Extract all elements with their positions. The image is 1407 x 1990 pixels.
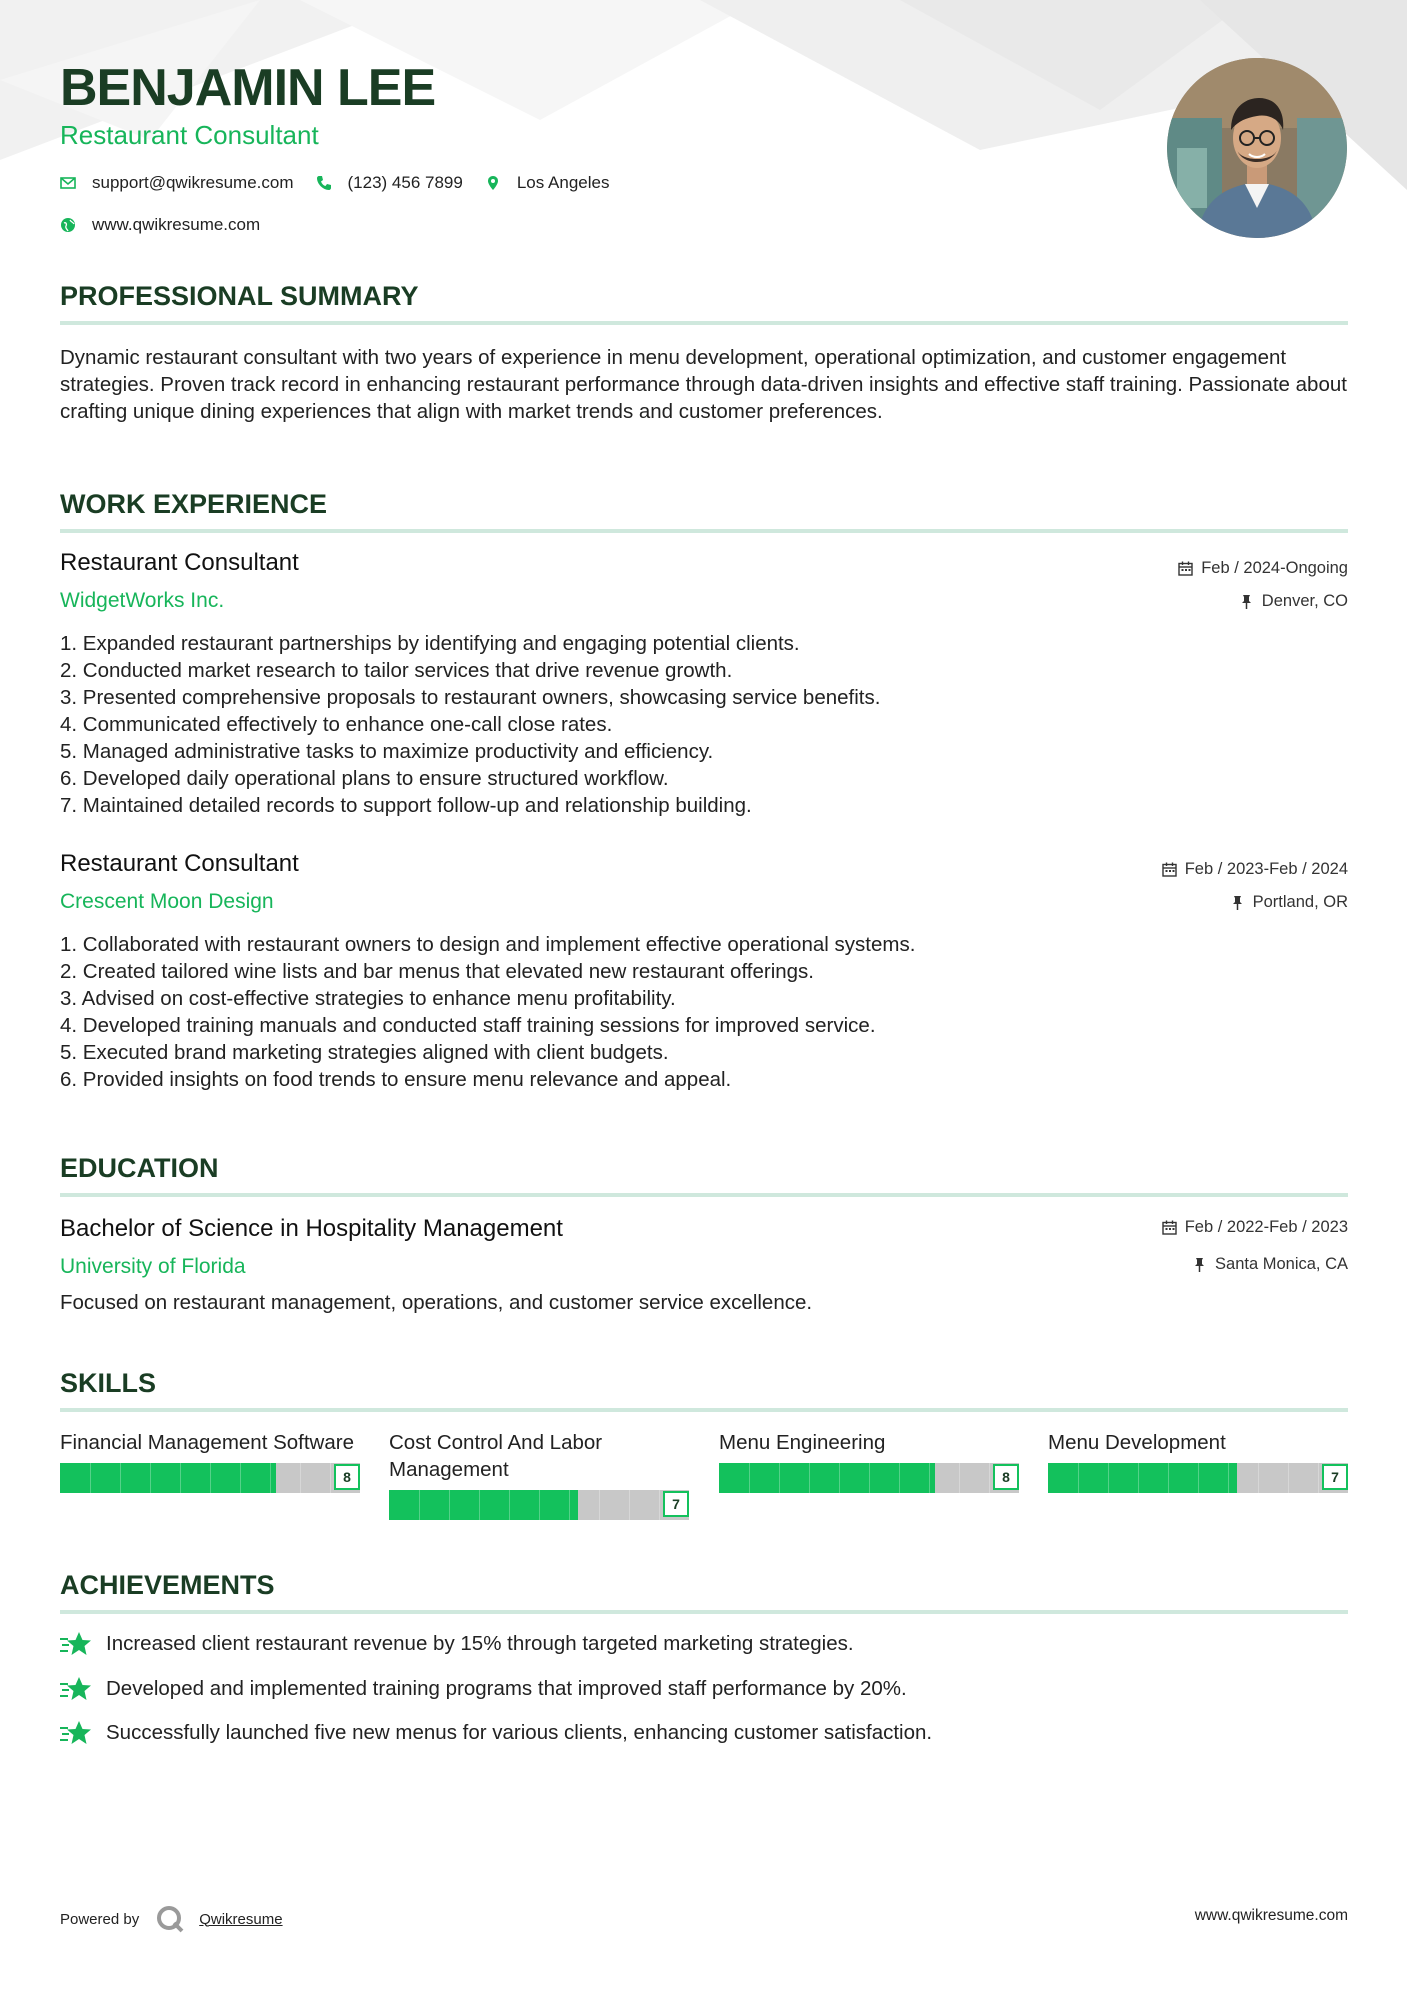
skill-bar-segment bbox=[539, 1490, 540, 1520]
skill-fill bbox=[1048, 1463, 1237, 1493]
contact-email[interactable]: support@qwikresume.com bbox=[92, 173, 294, 192]
skill-name: Cost Control And Labor Management bbox=[389, 1431, 603, 1481]
skill-score: 7 bbox=[1322, 1464, 1348, 1490]
envelope-icon bbox=[60, 175, 76, 191]
powered-by-label: Powered by bbox=[60, 1910, 140, 1928]
achievements-divider bbox=[60, 1610, 1348, 1614]
skills-divider bbox=[60, 1408, 1348, 1412]
experience-divider bbox=[60, 529, 1348, 533]
list-item: 3. Presented comprehensive proposals to restaurant owners, showcasing service benefits. bbox=[60, 686, 881, 709]
skill-bar-segment bbox=[1108, 1463, 1109, 1493]
list-item: 3. Advised on cost-effective strategies to enhance menu profitability. bbox=[60, 987, 676, 1010]
list-item: 6. Developed daily operational plans to ensure structured workflow. bbox=[60, 767, 669, 790]
skill-bar-segment bbox=[1168, 1463, 1169, 1493]
education-degree: Bachelor of Science in Hospitality Management bbox=[60, 1215, 563, 1242]
list-item: 1. Expanded restaurant partnerships by identifying and engaging potential clients. bbox=[60, 632, 800, 655]
skill-bar-segment bbox=[150, 1463, 151, 1493]
skill-bar-segment bbox=[270, 1463, 271, 1493]
calendar-icon bbox=[1162, 862, 1177, 877]
achievement-text: Successfully launched five new menus for various clients, enhancing customer satisfaction. bbox=[106, 1721, 933, 1744]
summary-divider bbox=[60, 321, 1348, 325]
footer-powered-by bbox=[60, 1904, 283, 1934]
skill-name: Financial Management Software bbox=[60, 1431, 354, 1454]
skill-bar-segment bbox=[449, 1490, 450, 1520]
skill-item bbox=[389, 1429, 689, 1520]
skill-bar-segment bbox=[839, 1463, 840, 1493]
job-company: Crescent Moon Design bbox=[60, 890, 274, 913]
skill-bar bbox=[389, 1490, 689, 1520]
skill-bar-segment bbox=[509, 1490, 510, 1520]
list-item: 1. Collaborated with restaurant owners to design and implement effective operational systems. bbox=[60, 933, 916, 956]
job-location bbox=[1239, 592, 1348, 611]
skill-bar-segment bbox=[300, 1463, 301, 1493]
job-location-text: Portland, OR bbox=[1252, 893, 1348, 911]
profile-photo bbox=[1167, 58, 1347, 238]
star-achievement-icon bbox=[60, 1675, 92, 1703]
skill-bar-segment bbox=[419, 1490, 420, 1520]
skill-bar-segment bbox=[1138, 1463, 1139, 1493]
pushpin-icon bbox=[1239, 594, 1254, 609]
skill-score: 7 bbox=[663, 1491, 689, 1517]
qwikresume-logo-icon bbox=[155, 1904, 185, 1934]
skill-name: Menu Engineering bbox=[719, 1431, 886, 1454]
skill-bar-segment bbox=[90, 1463, 91, 1493]
website-row bbox=[60, 215, 282, 235]
job-location bbox=[1230, 893, 1348, 912]
skill-bar-segment bbox=[989, 1463, 990, 1493]
skill-bar-segment bbox=[599, 1490, 600, 1520]
achievement-item bbox=[60, 1630, 854, 1658]
skill-item bbox=[1048, 1429, 1348, 1493]
list-item: 4. Communicated effectively to enhance one-call close rates. bbox=[60, 713, 613, 736]
candidate-name: BENJAMIN LEE bbox=[60, 59, 436, 117]
skill-bar-segment bbox=[479, 1490, 480, 1520]
achievements-heading: ACHIEVEMENTS bbox=[60, 1570, 275, 1600]
job-role: Restaurant Consultant bbox=[60, 549, 299, 576]
education-location bbox=[1192, 1255, 1348, 1274]
candidate-title: Restaurant Consultant bbox=[60, 120, 319, 150]
skill-bar-segment bbox=[1318, 1463, 1319, 1493]
list-item: 2. Created tailored wine lists and bar menus that elevated new restaurant offerings. bbox=[60, 960, 814, 983]
skill-bar-segment bbox=[629, 1490, 630, 1520]
job-dates bbox=[1178, 559, 1348, 578]
skill-bar-segment bbox=[899, 1463, 900, 1493]
achievement-text: Increased client restaurant revenue by 15% through targeted marketing strategies. bbox=[106, 1632, 854, 1655]
list-item: 5. Managed administrative tasks to maximize productivity and efficiency. bbox=[60, 740, 714, 763]
skill-bar-segment bbox=[120, 1463, 121, 1493]
skill-bar-segment bbox=[749, 1463, 750, 1493]
achievement-item bbox=[60, 1719, 932, 1747]
job-bullets bbox=[60, 931, 1260, 1093]
education-divider bbox=[60, 1193, 1348, 1197]
education-dates bbox=[1162, 1218, 1348, 1237]
skill-bar-segment bbox=[569, 1490, 570, 1520]
calendar-icon bbox=[1162, 1220, 1177, 1235]
education-description: Focused on restaurant management, operations, and customer service excellence. bbox=[60, 1291, 813, 1314]
job-role: Restaurant Consultant bbox=[60, 850, 299, 877]
skill-bar-segment bbox=[1198, 1463, 1199, 1493]
pushpin-icon bbox=[1192, 1257, 1207, 1272]
skill-bar bbox=[60, 1463, 360, 1493]
skills-heading: SKILLS bbox=[60, 1368, 157, 1398]
job-dates-text: Feb / 2023-Feb / 2024 bbox=[1184, 860, 1348, 878]
skill-bar bbox=[719, 1463, 1019, 1493]
job-bullets bbox=[60, 630, 1260, 819]
achievement-item bbox=[60, 1675, 907, 1703]
list-item: 6. Provided insights on food trends to ensure menu relevance and appeal. bbox=[60, 1068, 732, 1091]
skill-bar-segment bbox=[659, 1490, 660, 1520]
skill-bar-segment bbox=[1078, 1463, 1079, 1493]
list-item: 7. Maintained detailed records to support follow-up and relationship building. bbox=[60, 794, 752, 817]
pushpin-icon bbox=[1230, 895, 1245, 910]
calendar-icon bbox=[1178, 561, 1193, 576]
skill-fill bbox=[719, 1463, 935, 1493]
skill-bar bbox=[1048, 1463, 1348, 1493]
skill-bar-segment bbox=[929, 1463, 930, 1493]
skill-bar-segment bbox=[330, 1463, 331, 1493]
contact-location: Los Angeles bbox=[516, 173, 610, 192]
skill-bar-segment bbox=[959, 1463, 960, 1493]
contact-website[interactable]: www.qwikresume.com bbox=[92, 215, 261, 234]
skill-bar-segment bbox=[809, 1463, 810, 1493]
skill-fill bbox=[389, 1490, 578, 1520]
skill-name: Menu Development bbox=[1048, 1431, 1226, 1454]
skill-score: 8 bbox=[334, 1464, 360, 1490]
skill-bar-segment bbox=[240, 1463, 241, 1493]
education-location-text: Santa Monica, CA bbox=[1215, 1255, 1348, 1273]
footer-website[interactable]: www.qwikresume.com bbox=[1194, 1907, 1348, 1924]
list-item: 5. Executed brand marketing strategies aligned with client budgets. bbox=[60, 1041, 669, 1064]
achievement-text: Developed and implemented training programs that improved staff performance by 20%. bbox=[106, 1677, 907, 1700]
summary-text: Dynamic restaurant consultant with two years of experience in menu development, operational optimization, and customer engagement strategies. Proven track record in enhancing restaurant performance through data-driven insights and effective staff training. Passionate about crafting unique dining experiences that align with market trends and customer preferences. bbox=[60, 346, 1347, 423]
experience-heading: WORK EXPERIENCE bbox=[60, 489, 328, 519]
summary-heading: PROFESSIONAL SUMMARY bbox=[60, 281, 419, 311]
skill-score: 8 bbox=[993, 1464, 1019, 1490]
job-location-text: Denver, CO bbox=[1261, 592, 1348, 610]
skill-bar-segment bbox=[210, 1463, 211, 1493]
education-dates-text: Feb / 2022-Feb / 2023 bbox=[1184, 1218, 1348, 1236]
star-achievement-icon bbox=[60, 1630, 92, 1658]
job-company: WidgetWorks Inc. bbox=[60, 589, 225, 612]
star-achievement-icon bbox=[60, 1719, 92, 1747]
contact-row bbox=[60, 173, 631, 193]
globe-icon bbox=[60, 217, 76, 233]
skill-item bbox=[719, 1429, 1019, 1493]
education-school: University of Florida bbox=[60, 1255, 246, 1278]
job-dates bbox=[1162, 860, 1348, 879]
map-pin-icon bbox=[485, 175, 501, 191]
skill-bar-segment bbox=[1228, 1463, 1229, 1493]
skill-bar-segment bbox=[869, 1463, 870, 1493]
qwikresume-link[interactable]: Qwikresume bbox=[199, 1910, 283, 1928]
skill-fill bbox=[60, 1463, 276, 1493]
skill-bar-segment bbox=[1288, 1463, 1289, 1493]
skill-item bbox=[60, 1429, 360, 1493]
skill-bar-segment bbox=[180, 1463, 181, 1493]
job-dates-text: Feb / 2024-Ongoing bbox=[1201, 559, 1348, 577]
contact-phone: (123) 456 7899 bbox=[347, 173, 463, 192]
skill-bar-segment bbox=[779, 1463, 780, 1493]
list-item: 2. Conducted market research to tailor services that drive revenue growth. bbox=[60, 659, 733, 682]
education-heading: EDUCATION bbox=[60, 1153, 219, 1183]
phone-icon bbox=[316, 175, 332, 191]
skill-bar-segment bbox=[1258, 1463, 1259, 1493]
list-item: 4. Developed training manuals and conducted staff training sessions for improved service. bbox=[60, 1014, 876, 1037]
